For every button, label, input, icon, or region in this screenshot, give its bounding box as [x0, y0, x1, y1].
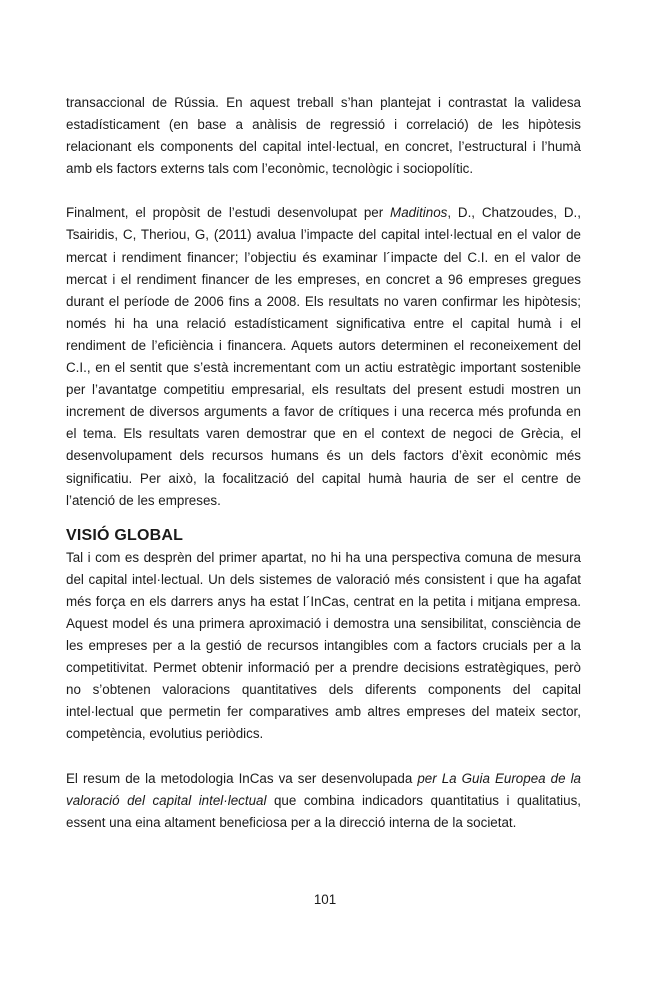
paragraph-incas-methodology: [66, 768, 581, 834]
author-name-italic: Maditinos: [390, 205, 448, 221]
paragraph-maditinos-rest: , D., Chatzoudes, D., Tsairidis, C, Theriou, G, (2011) avalua l’impacte del capital intel·lectual en el valor de mercat i rendiment financer; l’objectiu és examinar l´impacte del C.I. en el valor de mercat i el rendiment financer de les empreses, en concret a 96 empreses gregues durant el període de 2006 fins a 2008. Els resultats no varen confirmar les hipòtesis; només hi ha una relació estadísticament significativa entre el capital humà i el rendiment de l’eficiència i financera. Aquets autors determinen el reconeixement del C.I., en el sentit que s’està incrementant com un actiu estratègic important sostenible per l’avantatge competitiu empresarial, els resultats del present estudi mostren un increment de diversos arguments a favor de crítiques i una recerca més profunda en el tema. Els resultats varen demostrar que en el context de negoci de Grècia, el desenvolupament dels recursos humans és un dels factors d’èxit econòmic més significatiu. Per això, la focalització del capital humà hauria de ser el centre de l’atenció de les empreses.: [66, 205, 581, 508]
page-body: [66, 92, 581, 834]
paragraph-incas-overview: Tal i com es desprèn del primer apartat, no hi ha una perspectiva comuna de mesura del capital intel·lectual. Un dels sistemes de valoració més consistent i que ha agafat més força en els darrers anys ha estat l´InCas, centrat en la petita i mitjana empresa. Aquest model és una primera aproximació i demostra una sensibilitat, consciència de les empreses per a la gestió de recursos intangibles com a factors crucials per a la competitivitat. Permet obtenir informació per a prendre decisions estratègiques, però no s’obtenen valoracions quantitatives dels diferents components del capital intel·lectual que permetin fer comparatives amb altres empreses del mateix sector, competència, evolutius periòdics.: [66, 549, 581, 742]
paragraph-maditinos-study: [66, 202, 581, 511]
page-number: 101: [313, 892, 337, 907]
section-heading: VISIÓ GLOBAL: [66, 526, 184, 544]
paragraph-incas-intro: El resum de la metodologia InCas va ser desenvolupada: [66, 770, 418, 786]
guide-title-italic: per La Guia Europea de la valoració del capital intel·lectual: [66, 770, 581, 808]
paragraph-russia-study: transaccional de Rússia. En aquest treball s’han plantejat i contrastat la validesa estadísticament (en base a anàlisis de regressió i correlació) de les hipòtesis relacionant els components del capital intel·lectual, en concret, l’estructural i l’humà amb els factors externs tals com l’econòmic, tecnològic i sociopolític.: [66, 95, 581, 177]
paragraph-maditinos-intro: Finalment, el propòsit de l’estudi desenvolupat per: [66, 205, 391, 221]
paragraph-incas-rest: que combina indicadors quantitatius i qualitatius, essent una eina altament beneficiosa per a la direcció interna de la societat.: [66, 792, 582, 830]
